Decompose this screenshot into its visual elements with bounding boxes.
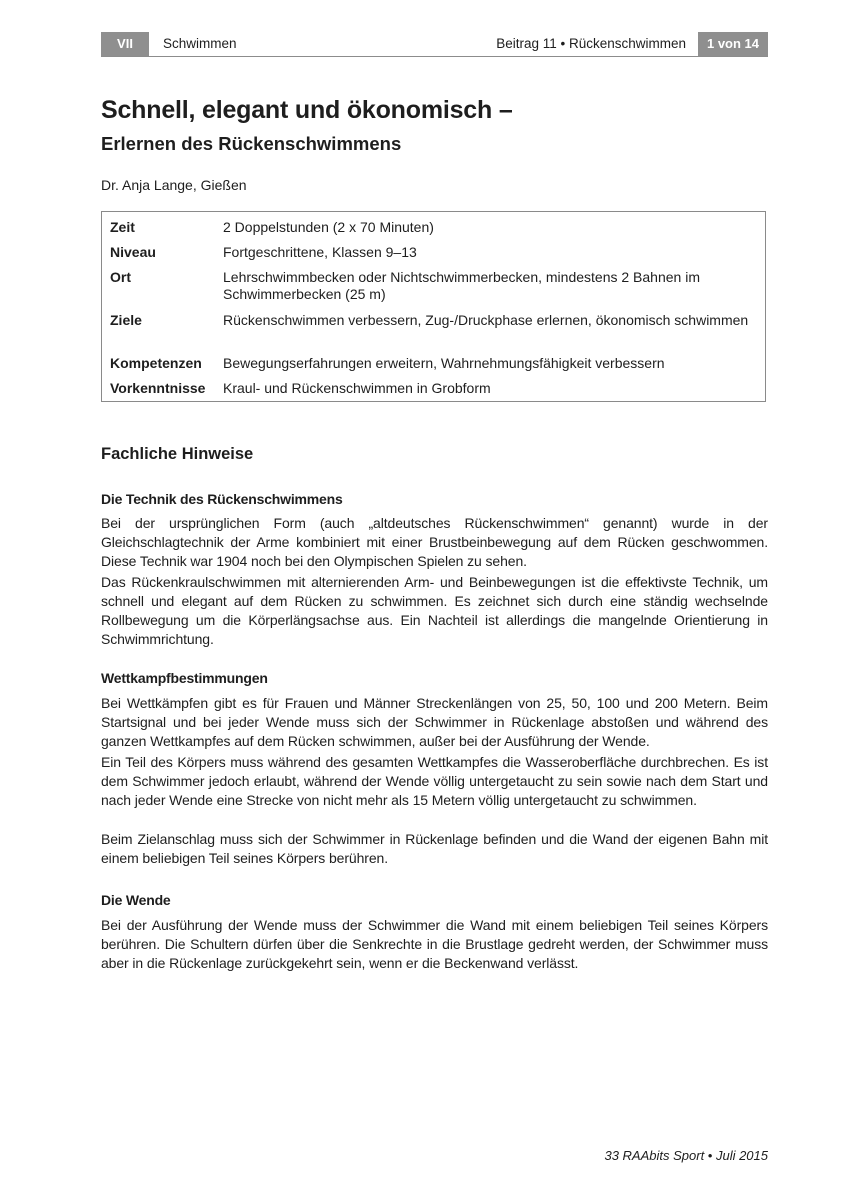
info-label: Kompetenzen [110, 355, 202, 371]
paragraph: Ein Teil des Körpers muss während des gesamten Wettkampfes die Wasseroberfläche durchbrechen. Es ist dem Schwimmer jedoch erlaubt, während der Wende völlig untergetaucht zu sein sowie nach dem Start und nach jeder Wende eine Strecke von nicht mehr als 15 Metern völlig untergetaucht zu schwimmen. [101, 754, 768, 808]
subject-label: Schwimmen [163, 36, 237, 51]
paragraph: Beim Zielanschlag muss sich der Schwimmer in Rückenlage befinden und die Wand der eigenen Bahn mit einem beliebigen Teil seines Körpers berühren. [101, 831, 768, 866]
subheading-wettkampf: Wettkampfbestimmungen [101, 670, 268, 686]
paragraph: Bei der ursprünglichen Form (auch „altdeutsches Rückenschwimmen“ genannt) wurde in der Gleichschlagtechnik der Arme kombiniert mit einer Brustbeinbewegung auf dem Rücken geschwommen. Diese Technik war 1904 noch bei den Olympischen Spielen zu sehen. [101, 515, 768, 569]
paragraph: Das Rückenkraulschwimmen mit alternierenden Arm- und Beinbewegungen ist die effektivste Technik, um schnell und elegant auf dem Rücken zu schwimmen. Es zeichnet sich durch eine ständig wechselnde Rollbewegung um die Körperlängsachse aus. Ein Nachteil ist allerdings die mangelnde Orientierung in Schwimmrichtung. [101, 574, 768, 647]
info-value: 2 Doppelstunden (2 x 70 Minuten) [223, 219, 434, 235]
chapter-badge: VII [101, 32, 149, 56]
info-value: Fortgeschrittene, Klassen 9–13 [223, 244, 417, 260]
info-value: Bewegungserfahrungen erweitern, Wahrnehmungsfähigkeit verbessern [223, 355, 665, 371]
info-label: Ziele [110, 312, 142, 328]
page-subtitle: Erlernen des Rückenschwimmens [101, 133, 402, 154]
page-title: Schnell, elegant und ökonomisch – [101, 96, 513, 124]
info-label: Zeit [110, 219, 135, 235]
info-table [101, 211, 766, 402]
info-value: Rückenschwimmen verbessern, Zug-/Druckphase erlernen, ökonomisch schwimmen [223, 312, 749, 328]
author: Dr. Anja Lange, Gießen [101, 177, 247, 193]
page-number-badge: 1 von 14 [698, 32, 768, 56]
info-value: Lehrschwimmbecken oder Nichtschwimmerbecken, mindestens 2 Bahnen im Schwimmerbecken (25 m) [223, 269, 700, 302]
article-label: Beitrag 11 • Rückenschwimmen [496, 36, 686, 51]
paragraph: Bei der Ausführung der Wende muss der Schwimmer die Wand mit einem beliebigen Teil seines Körpers berühren. Die Schultern dürfen über die Senkrechte in die Brustlage gedreht werden, der Schwimmer muss aber in die Rückenlage zurückgekehrt sein, wenn er die Beckenwand verlässt. [101, 917, 768, 971]
section-heading: Fachliche Hinweise [101, 445, 254, 463]
subheading-technik: Die Technik des Rückenschwimmens [101, 491, 343, 507]
info-value: Kraul- und Rückenschwimmen in Grobform [223, 380, 491, 396]
subheading-wende: Die Wende [101, 892, 171, 908]
info-label: Ort [110, 269, 131, 285]
info-label: Niveau [110, 244, 156, 260]
paragraph: Bei Wettkämpfen gibt es für Frauen und Männer Streckenlängen von 25, 50, 100 und 200 Metern. Beim Startsignal und bei jeder Wende muss sich der Schwimmer in Rückenlage abstoßen und während des ganzen Wettkampfes auf dem Rücken schwimmen, außer bei der Ausführung der Wende. [101, 695, 768, 749]
info-label: Vorkenntnisse [110, 380, 206, 396]
page-footer: 33 RAAbits Sport • Juli 2015 [604, 1148, 768, 1163]
page-header [101, 32, 768, 57]
